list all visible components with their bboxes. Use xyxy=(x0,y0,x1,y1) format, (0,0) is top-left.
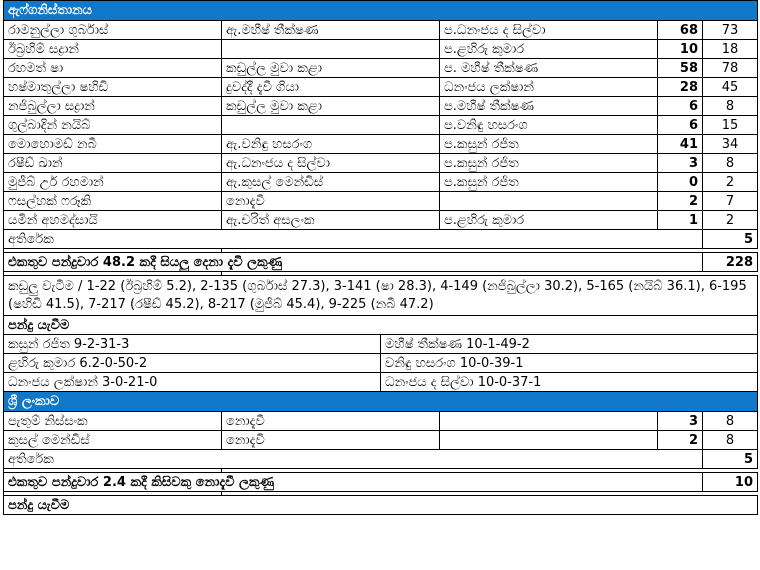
runs: 10 xyxy=(657,39,703,59)
batsman-name: හෂ්මාතුල්ලා ෂහිඩි xyxy=(3,77,222,97)
dismissal: ඇ.වනිඳු හසරංග xyxy=(221,134,440,154)
bowler xyxy=(439,191,658,211)
bowler: ප.මහීෂ් තීක්ෂණ xyxy=(439,96,658,116)
afg-bowling-table xyxy=(3,334,757,391)
balls: 8 xyxy=(702,430,758,450)
bowler-figures: ධනංජය ද සිල්වා 10-0-37-1 xyxy=(380,372,758,392)
sl-batting-table xyxy=(3,411,757,449)
batsman-name: පැතුම් නිස්සංක xyxy=(3,411,222,431)
balls: 34 xyxy=(702,134,758,154)
bowler xyxy=(439,411,658,431)
batsman-name: යමින් අහමද්සායි xyxy=(3,210,222,230)
dismissal: ඇ.චරිත් අසලංක xyxy=(221,210,440,230)
dismissal: නොදැවී xyxy=(221,430,440,450)
balls: 8 xyxy=(702,411,758,431)
bowler: ප.ළහිරු කුමාර xyxy=(439,39,658,59)
runs: 28 xyxy=(657,77,703,97)
dismissal xyxy=(221,115,440,135)
batsman-name: රහමත් ෂා xyxy=(3,58,222,78)
bowler: ප.ළහිරු කුමාර xyxy=(439,210,658,230)
batsman-name: රාමනුල්ලා ගුර්බාස් xyxy=(3,20,222,40)
total-value: 228 xyxy=(702,252,758,272)
dismissal: ඇ.කුසල් මෙන්ඩිස් xyxy=(221,172,440,192)
runs: 2 xyxy=(657,191,703,211)
dismissal: නොදැවී xyxy=(221,411,440,431)
extras-label: අතිරේක xyxy=(3,229,703,249)
afg-batting-table xyxy=(3,20,757,229)
scorecard xyxy=(3,0,757,514)
balls: 18 xyxy=(702,39,758,59)
balls: 2 xyxy=(702,172,758,192)
dismissal: ඇ.ධනංජය ද සිල්වා xyxy=(221,153,440,173)
balls: 7 xyxy=(702,191,758,211)
bowler xyxy=(439,430,658,450)
empty-cell xyxy=(3,491,222,496)
extras-value: 5 xyxy=(702,449,758,469)
bowler: ප.වනිඳු හසරංග xyxy=(439,115,658,135)
bowling-heading: පන්දු යැවීම xyxy=(3,315,758,335)
empty-cell xyxy=(3,271,222,276)
bowler: ප.කසුන් රජිත xyxy=(439,153,658,173)
runs: 68 xyxy=(657,20,703,40)
total-label: එකතුව පන්දුවාර 2.4 කදී කිසිවකු නොදැවී ලකුණු xyxy=(3,472,703,492)
runs: 3 xyxy=(657,411,703,431)
batsman-name: ගුල්බාදින් නයිබ් xyxy=(3,115,222,135)
runs: 6 xyxy=(657,115,703,135)
dismissal: කඩුල්ල මුවා කළා xyxy=(221,96,440,116)
bowler: ප.කසුන් රජිත xyxy=(439,134,658,154)
runs: 2 xyxy=(657,430,703,450)
bowler-figures: ධනංජය ලක්ෂාන් 3-0-21-0 xyxy=(3,372,381,392)
extras-label: අතිරේක xyxy=(3,449,703,469)
bowler: ප.ධනංජය ද සිල්වා xyxy=(439,20,658,40)
bowler-figures: කසුන් රජිත 9-2-31-3 xyxy=(3,334,381,354)
team-header-sri-lanka: ශ්‍රී ලංකාව xyxy=(3,391,758,412)
sl-summary xyxy=(3,449,757,495)
balls: 2 xyxy=(702,210,758,230)
extras-value: 5 xyxy=(702,229,758,249)
total-label: එකතුව පන්දුවාර 48.2 කදී සියලු දෙනා දැවී ලකුණු xyxy=(3,252,703,272)
dismissal: දුවද්දී දැවී ගියා xyxy=(221,77,440,97)
batsman-name: රෂීඩ් ඛාන් xyxy=(3,153,222,173)
dismissal: නොදැවී xyxy=(221,191,440,211)
dismissal: කඩුල්ල මුවා කළා xyxy=(221,58,440,78)
balls: 73 xyxy=(702,20,758,40)
dismissal xyxy=(221,39,440,59)
runs: 1 xyxy=(657,210,703,230)
batsman-name: මුජීබ් උර් රහමාන් xyxy=(3,172,222,192)
bowler: ධනංජය ලක්ෂාන් xyxy=(439,77,658,97)
total-value: 10 xyxy=(702,472,758,492)
balls: 8 xyxy=(702,153,758,173)
team-header-afghanistan: ඇෆ්ගනිස්තානය xyxy=(3,0,758,21)
bowler-figures: ළහිරු කුමාර 6.2-0-50-2 xyxy=(3,353,381,373)
batsman-name: කුසල් මෙන්ඩිස් xyxy=(3,430,222,450)
balls: 45 xyxy=(702,77,758,97)
bowling-heading: පන්දු යැවීම xyxy=(3,495,758,515)
runs: 3 xyxy=(657,153,703,173)
batsman-name: මොහොමඩ් නබී xyxy=(3,134,222,154)
dismissal: ඇ.මහීෂ් තීක්ෂණ xyxy=(221,20,440,40)
bowler-figures: මහීෂ් තීක්ෂණ 10-1-49-2 xyxy=(380,334,758,354)
runs: 0 xyxy=(657,172,703,192)
runs: 58 xyxy=(657,58,703,78)
batsman-name: ඊබ්‍රහිම් සද්‍රාන් xyxy=(3,39,222,59)
balls: 15 xyxy=(702,115,758,135)
bowler: ප.කසුන් රජිත xyxy=(439,172,658,192)
balls: 8 xyxy=(702,96,758,116)
batsman-name: නජිබුල්ලා සද්‍රාන් xyxy=(3,96,222,116)
balls: 78 xyxy=(702,58,758,78)
batsman-name: ෆසල්හක් ෆරූකි xyxy=(3,191,222,211)
fall-of-wickets: කඩුලු වැටීම / 1-22 (ඊබ්‍රහිම් 5.2), 2-135 (ගුර්බාස් 27.3), 3-141 (ෂා 28.3), 4-149 (නජිබුල්ලා 30.2), 5-165 (නයිබ් 36.1), 6-195 (ෂහිඩි 41.5), 7-217 (රෂීඩ් 45.2), 8-217 (මුජීබ් 45.4), 9-225 (නබී 47.2) xyxy=(3,275,758,316)
bowler: ප. මහීෂ් තීක්ෂණ xyxy=(439,58,658,78)
afg-summary xyxy=(3,229,757,275)
runs: 6 xyxy=(657,96,703,116)
bowler-figures: වනිඳු හසරංග 10-0-39-1 xyxy=(380,353,758,373)
runs: 41 xyxy=(657,134,703,154)
